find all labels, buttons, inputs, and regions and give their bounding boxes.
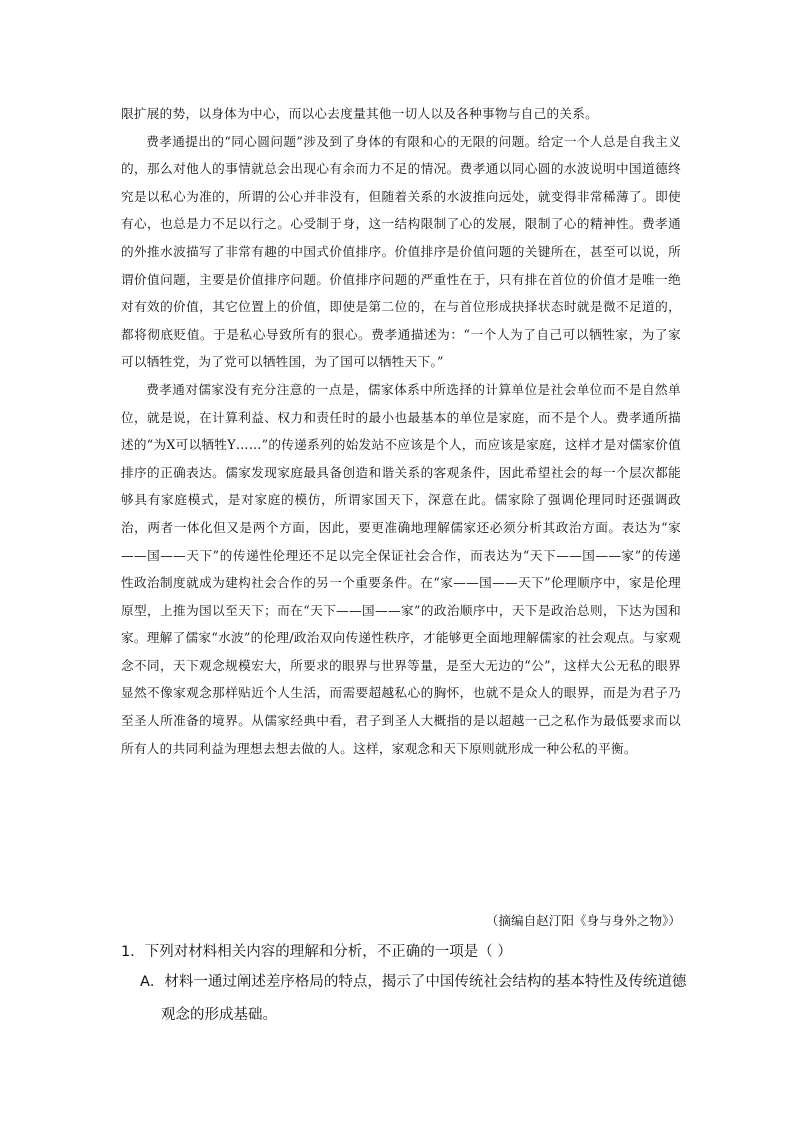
passage-paragraph-1: 限扩展的势，以身体为中心，而以心去度量其他一切人以及各种事物与自己的关系。: [121, 106, 599, 121]
question-1: [121, 938, 701, 1032]
option-a-continued: 观念的形成基础。: [161, 1007, 277, 1023]
passage-body: [121, 100, 681, 762]
passage-paragraph-3: 费孝通对儒家没有充分注意的一点是，儒家体系中所选择的计算单位是社会单位而不是自然单位，就是说，在计算利益、权力和责任时的最小也最基本的单位是家庭，而不是个人。费孝通所描述的“为X可以牺牲Y……”的传递系列的始发站不应该是个人，而应该是家庭，这样才是对儒家价值排序的正确表达。儒家发现家庭最具备创造和谐关系的客观条件，因此希望社会的每一个层次都能够具有家庭模式，是对家庭的模仿，所谓家国天下，深意在此。儒家除了强调伦理同时还强调政治，两者一体化但又是两个方面，因此，要更准确地理解儒家还必须分析其政治方面。表达为“家——国——天下”的传递性伦理还不足以完全保证社会合作，而表达为“天下——国——家”的传递性政治制度就成为建构社会合作的另一个重要条件。在“家——国——天下”伦理顺序中，家是伦理原型，上推为国以至天下；而在“天下——国——家”的政治顺序中，天下是政治总则，下达为国和家。理解了儒家“水波”的伦理/政治双向传递性秩序，才能够更全面地理解儒家的社会观点。与家观念不同，天下观念规模宏大，所要求的眼界与世界等量，是至大无边的“公”，这样大公无私的眼界显然不像家观念那样贴近个人生活，而需要超越私心的胸怀，也就不是众人的眼界，而是为君子乃至圣人所准备的境界。从儒家经典中看，君子到圣人大概指的是以超越一己之私作为最低要求而以所有人的共同利益为理想去想去做的人。这样，家观念和天下原则就形成一种公私的平衡。: [121, 381, 681, 756]
question-stem: 1．下列对材料相关内容的理解和分析，不正确的一项是（ ）: [121, 944, 512, 960]
option-a: A．材料一通过阐述差序格局的特点，揭示了中国传统社会结构的基本特性及传统道德: [140, 974, 687, 990]
passage-source: （摘编自赵汀阳《身与身外之物》）: [485, 913, 681, 928]
passage-paragraph-2: 费孝通提出的“同心圆问题”涉及到了身体的有限和心的无限的问题。给定一个人总是自我主义的，那么对他人的事情就总会出现心有余而力不足的情况。费孝通以同心圆的水波说明中国道德终究是以私心为准的，所谓的公心并非没有，但随着关系的水波推向远处，就变得非常稀薄了。即使有心，也总是力不足以行之。心受制于身，这一结构限制了心的发展，限制了心的精神性。费孝通的外推水波描写了非常有趣的中国式价值排序。价值排序是价值问题的关键所在，甚至可以说，所谓价值问题，主要是价值排序问题。价值排序问题的严重性在于，只有排在首位的价值才是唯一绝对有效的价值，其它位置上的价值，即使是第二位的，在与首位形成抉择状态时就是微不足道的，都将彻底贬值。于是私心导致所有的狠心。费孝通描述为：“一个人为了自己可以牺牲家，为了家可以牺牲党，为了党可以牺牲国，为了国可以牺牲天下。”: [121, 133, 681, 370]
